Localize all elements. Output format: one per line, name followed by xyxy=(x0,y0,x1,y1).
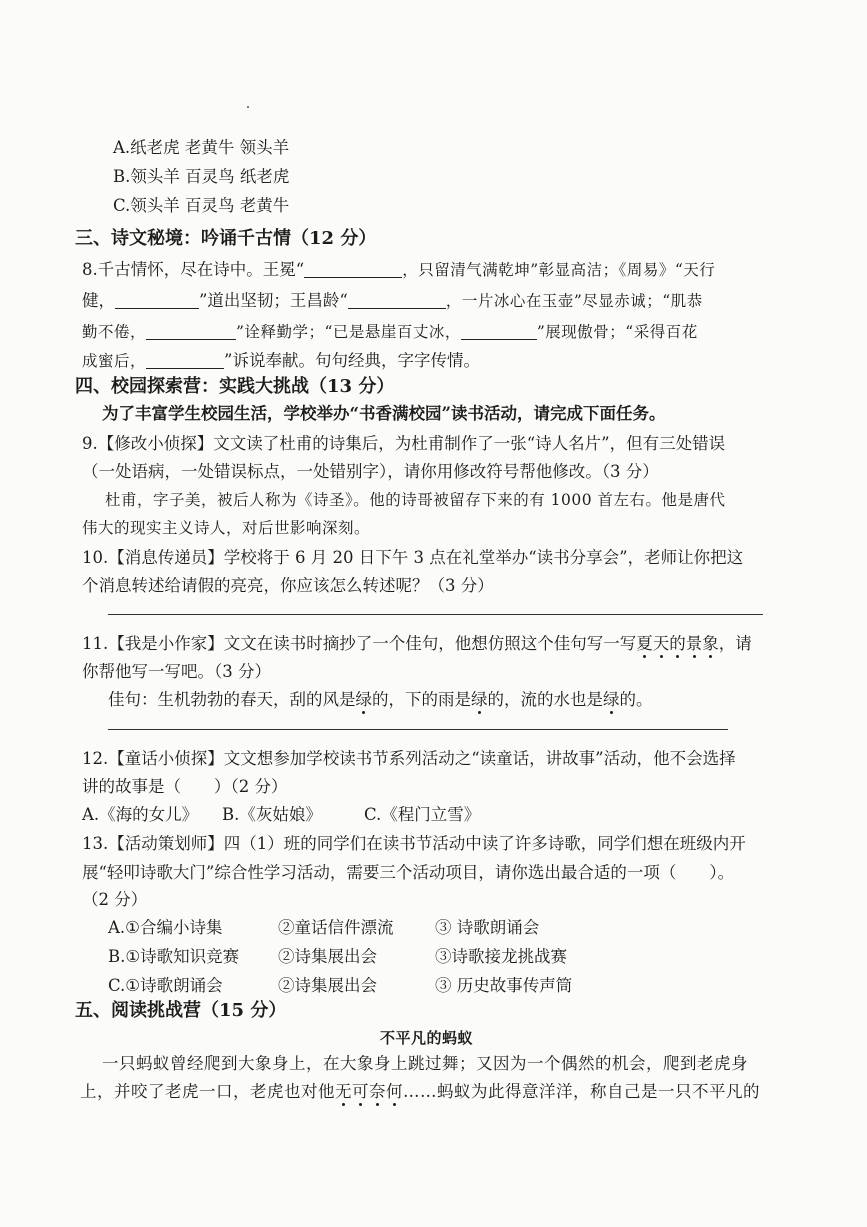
q13-line3: （2 分） xyxy=(82,890,148,909)
q11-answer-line[interactable] xyxy=(108,729,728,730)
q11-example-text: 的，下的雨是 xyxy=(372,690,471,709)
story-paragraph-line2 xyxy=(80,1080,760,1104)
section4-title: 四、校园探索营：实践大挑战（13 分） xyxy=(75,376,395,397)
q8-text: 勤不倦， xyxy=(82,323,147,341)
q8-line1 xyxy=(82,258,715,282)
q11-text: 11.【我是小作家】文文在读书时摘抄了一个佳句，他想仿照这个佳句写一写 xyxy=(82,634,637,653)
q13-item: A.①合编小诗集 xyxy=(108,918,223,937)
section5-title: 五、阅读挑战营（15 分） xyxy=(75,1000,287,1021)
q9-card-line2: 伟大的现实主义诗人，对后世影响深刻。 xyxy=(82,519,371,537)
q13-line2: 展“轻叩诗歌大门”综合性学习活动，需要三个活动项目，请你选出最合适的一项（ ）。 xyxy=(82,863,735,882)
q13-option-b[interactable] xyxy=(108,945,567,969)
emphasis-char: 天 xyxy=(652,634,670,653)
q8-blank-6[interactable] xyxy=(146,350,224,369)
q8-blank-1[interactable] xyxy=(304,259,402,278)
q8-blank-3[interactable] xyxy=(348,290,446,309)
emphasis-char: 何 xyxy=(386,1082,403,1101)
q13-item: ②童话信件漂流 xyxy=(278,918,394,937)
q7-option-b: B.领头羊 百灵鸟 纸老虎 xyxy=(113,167,290,186)
q11-text: ，请 xyxy=(718,634,752,653)
q13-item: C.①诗歌朗诵会 xyxy=(108,976,223,995)
q7-option-c: C.领头羊 百灵鸟 老黄牛 xyxy=(113,196,290,215)
story-text: 上，并咬了老虎一口，老虎也对他 xyxy=(80,1082,335,1101)
q11-line1 xyxy=(82,632,752,656)
q12-line1: 12.【童话小侦探】文文想参加学校读书节系列活动之“读童话，讲故事”活动，他不会选择 xyxy=(82,749,736,768)
emphasis-char: 象 xyxy=(702,634,719,653)
q13-line1: 13.【活动策划师】四（1）班的同学们在读书节活动中读了许多诗歌，同学们想在班级内开 xyxy=(82,834,746,853)
q8-line3 xyxy=(82,320,698,344)
emphasis-char: 绿 xyxy=(603,690,620,709)
q10-line2: 个消息转述给请假的亮亮，你应该怎么转述呢？（3 分） xyxy=(82,576,494,595)
q12-line2: 讲的故事是（ ）（2 分） xyxy=(82,777,288,796)
q9-line2: （一处语病，一处错误标点，一处错别字），请你用修改符号帮他修改。（3 分） xyxy=(82,462,659,481)
story-text: ……蚂蚁为此得意洋洋，称自己是一只不平凡的 xyxy=(403,1082,760,1101)
q10-answer-line[interactable] xyxy=(108,614,763,615)
q11-example-text: 的，流的水也是 xyxy=(487,690,603,709)
q8-text: 成蜜后， xyxy=(82,352,147,370)
q10-line1: 10.【消息传递员】学校将于 6 月 20 日下午 3 点在礼堂举办“读书分享会”，老师让你把这 xyxy=(82,548,744,567)
q8-text: ”道出坚韧；王昌龄“ xyxy=(199,291,348,310)
q8-blank-4[interactable] xyxy=(146,321,236,340)
q8-blank-5[interactable] xyxy=(461,321,537,340)
q11-example-text: 佳句：生机勃勃的春天，刮的风是 xyxy=(108,690,356,709)
q13-item: B.①诗歌知识竞赛 xyxy=(108,947,240,966)
story-paragraph-line1: 一只蚂蚁曾经爬到大象身上，在大象身上跳过舞；又因为一个偶然的机会，爬到老虎身 xyxy=(102,1054,748,1073)
emphasis-char: 绿 xyxy=(355,690,372,709)
q8-text: ，只留清气满乾坤”彰显高洁；《周易》“天行 xyxy=(402,261,716,279)
q13-item: ③诗歌接龙挑战赛 xyxy=(435,947,567,966)
q7-option-a: A.纸老虎 老黄牛 领头羊 xyxy=(113,138,290,157)
emphasis-char: 的 xyxy=(669,634,686,653)
q8-line2 xyxy=(82,289,703,313)
q13-option-c[interactable] xyxy=(108,974,572,998)
section4-intro: 为了丰富学生校园生活，学校举办“书香满校园”读书活动，请完成下面任务。 xyxy=(102,404,666,423)
q8-text: ”诠释勤学；“已是悬崖百丈冰， xyxy=(236,323,461,341)
emphasis-char: 景 xyxy=(685,634,703,653)
emphasis-char: 夏 xyxy=(636,634,653,653)
q8-text: ”诉说奉献。句句经典，字字传情。 xyxy=(224,351,480,370)
q11-line2: 你帮他写一写吧。（3 分） xyxy=(82,662,271,681)
q8-text: 健， xyxy=(82,291,115,310)
q12-option-c[interactable]: C.《程门立雪》 xyxy=(364,805,481,824)
q12-options xyxy=(82,803,480,827)
q13-item: ③ 历史故事传声筒 xyxy=(435,976,573,995)
q8-text: ”展现傲骨；“采得百花 xyxy=(536,323,698,341)
q13-item: ②诗集展出会 xyxy=(278,947,377,966)
emphasis-char: 奈 xyxy=(369,1082,386,1101)
q8-blank-2[interactable] xyxy=(115,290,199,309)
q12-option-b[interactable]: B.《灰姑娘》 xyxy=(222,805,322,824)
q13-item: ②诗集展出会 xyxy=(278,976,377,995)
q9-card-line1: 杜甫，字子美，被后人称为《诗圣》。他的诗哥被留存下来的有 1000 首左右。他是唐代 xyxy=(105,491,726,509)
q11-example xyxy=(108,688,653,712)
emphasis-char: 可 xyxy=(352,1082,369,1101)
q8-text: 8.千古情怀，尽在诗中。王冕“ xyxy=(82,260,305,279)
q12-option-a[interactable]: A.《海的女儿》 xyxy=(82,805,199,824)
q8-text: ，一片冰心在玉壶”尽显赤诚；“肌恭 xyxy=(445,292,703,310)
emphasis-char: 无 xyxy=(335,1082,352,1101)
emphasis-char: 绿 xyxy=(471,690,488,709)
q9-line1: 9.【修改小侦探】文文读了杜甫的诗集后，为杜甫制作了一张“诗人名片”，但有三处错误 xyxy=(82,434,726,453)
q11-example-text: 的。 xyxy=(619,690,653,709)
q13-option-a[interactable] xyxy=(108,916,539,940)
q13-item: ③ 诗歌朗诵会 xyxy=(435,918,540,937)
scan-speck xyxy=(247,106,249,108)
q8-line4 xyxy=(82,349,480,373)
story-title: 不平凡的蚂蚁 xyxy=(380,1029,474,1047)
section3-title: 三、诗文秘境：吟诵千古情（12 分） xyxy=(75,228,377,249)
